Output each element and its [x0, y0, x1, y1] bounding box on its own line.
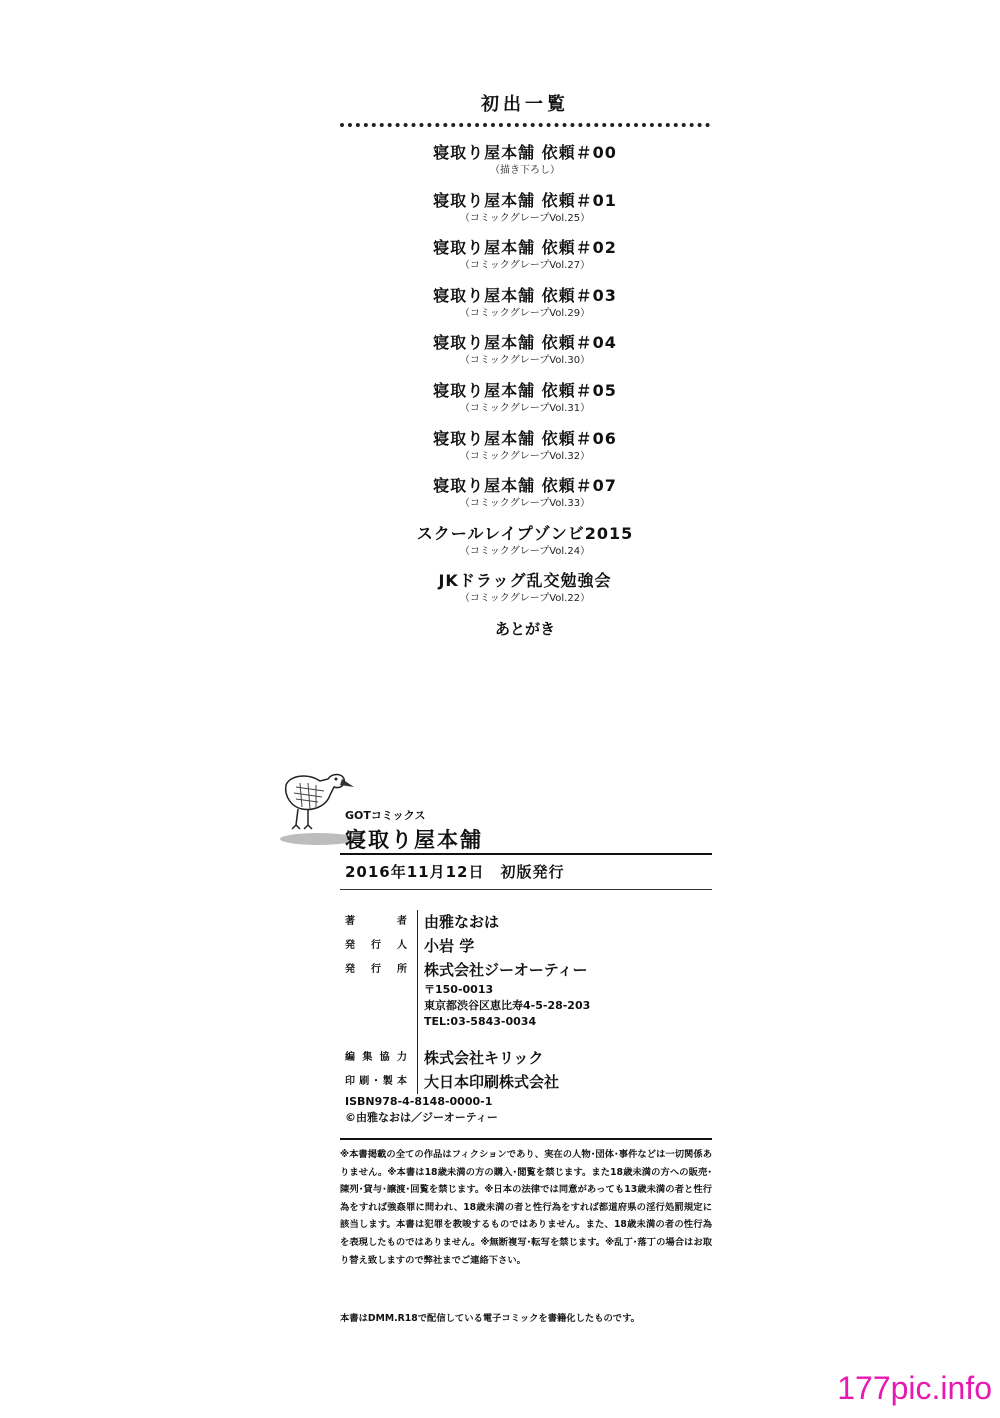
- list-item: [0, 380, 1000, 428]
- entry-source: （コミックグレープVol.30）: [459, 355, 591, 367]
- credit-value: 株式会社キリック: [424, 1049, 544, 1067]
- credit-value: 由雅なおは: [424, 913, 500, 931]
- watermark: 177pic.info: [837, 1370, 992, 1406]
- credit-value: 大日本印刷株式会社: [424, 1073, 560, 1091]
- first-appearance-list: [0, 142, 1000, 640]
- legal-notice: ※本書掲載の全ての作品はフィクションであり、実在の人物･団体･事件などは一切関係ありません。※本書は18歳未満の方の購入･閲覧を禁じます。また18歳未満の方への販売･陳列･貸与･譲渡･回覧を禁じます。※日本の法律では同意があっても13歳未満の者と性行為をすれば強姦罪に問われ、18歳未満の者と性行為をすれば都道府県の淫行処罰規定に該当します。本書は犯罪を教唆するものではありません。また、18歳未満の者の性行為を表現したものではありません。※無断複写･転写を禁じます。※乱丁･落丁の場合はお取り替え致しますので弊社までご連絡下さい。: [340, 1149, 712, 1266]
- publisher-block: [424, 958, 590, 1032]
- credit-label: 著者: [345, 910, 418, 934]
- address: 東京都渋谷区恵比寿4-5-28-203: [424, 999, 591, 1012]
- list-title: 初出一覧: [481, 94, 569, 115]
- entry-title: スクールレイプゾンビ2015: [416, 523, 634, 543]
- credit-value: 小岩 学: [424, 937, 475, 955]
- credit-row-publisher-person: [345, 934, 715, 958]
- afterword-entry: あとがき: [494, 619, 555, 638]
- entry-source: （コミックグレープVol.31）: [459, 402, 591, 414]
- list-item: [0, 285, 1000, 333]
- dotted-divider: [340, 123, 710, 127]
- credit-row-editing: [345, 1046, 715, 1070]
- entry-source: （コミックグレープVol.24）: [459, 545, 591, 557]
- copyright: ©由雅なおは／ジーオーティー: [345, 1111, 498, 1124]
- entry-title: 寝取り屋本舗 依頼＃06: [433, 428, 617, 448]
- entry-title: 寝取り屋本舗 依頼＃02: [433, 238, 617, 258]
- isbn-block: [345, 1094, 498, 1126]
- list-item: [0, 475, 1000, 523]
- footnote: 本書はDMM.R18で配信している電子コミックを書籍化したものです。: [340, 1313, 640, 1324]
- series-label: GOTコミックス: [345, 809, 426, 822]
- list-item: [0, 190, 1000, 238]
- list-item: [0, 570, 1000, 618]
- entry-title: 寝取り屋本舗 依頼＃01: [433, 190, 617, 210]
- title-rule: [340, 853, 712, 855]
- entry-title: 寝取り屋本舗 依頼＃03: [433, 285, 617, 305]
- credits-table: [345, 910, 715, 1094]
- credit-value: 株式会社ジーオーティー: [424, 961, 588, 979]
- entry-source: （コミックグレープVol.25）: [459, 212, 591, 224]
- entry-source: （コミックグレープVol.22）: [459, 593, 591, 605]
- entry-title: 寝取り屋本舗 依頼＃04: [433, 333, 617, 353]
- credit-label: 印刷･製本: [345, 1070, 418, 1094]
- entry-title: 寝取り屋本舗 依頼＃00: [433, 143, 617, 162]
- notice-rule: [340, 1138, 712, 1140]
- entry-title: JKドラッグ乱交勉強会: [438, 571, 612, 591]
- credit-label: 編集協力: [345, 1046, 418, 1070]
- entry-source: （コミックグレープVol.32）: [459, 450, 591, 462]
- credit-row-author: [345, 910, 715, 934]
- credit-label: 発行所: [345, 958, 418, 1046]
- entry-source: （描き下ろし）: [490, 165, 560, 176]
- entry-title: 寝取り屋本舗 依頼＃05: [433, 380, 617, 400]
- credit-row-publisher: [345, 958, 715, 1046]
- entry-source: （コミックグレープVol.33）: [459, 498, 591, 510]
- book-title: 寝取り屋本舗: [345, 828, 483, 852]
- date-rule: [340, 889, 712, 890]
- telephone: TEL:03-5843-0034: [424, 1015, 537, 1028]
- list-item: [0, 523, 1000, 571]
- entry-title: 寝取り屋本舗 依頼＃07: [433, 476, 617, 496]
- list-item: [0, 428, 1000, 476]
- entry-source: （コミックグレープVol.27）: [459, 260, 591, 272]
- publication-date: 2016年11月12日 初版発行: [345, 863, 565, 881]
- list-item: [0, 332, 1000, 380]
- postal-code: 〒150-0013: [424, 983, 494, 996]
- isbn: ISBN978-4-8148-0000-1: [345, 1095, 493, 1108]
- entry-source: （コミックグレープVol.29）: [459, 307, 591, 319]
- list-item: [0, 142, 1000, 190]
- credit-label: 発行人: [345, 934, 418, 958]
- credit-row-printing: [345, 1070, 715, 1094]
- list-item: [0, 237, 1000, 285]
